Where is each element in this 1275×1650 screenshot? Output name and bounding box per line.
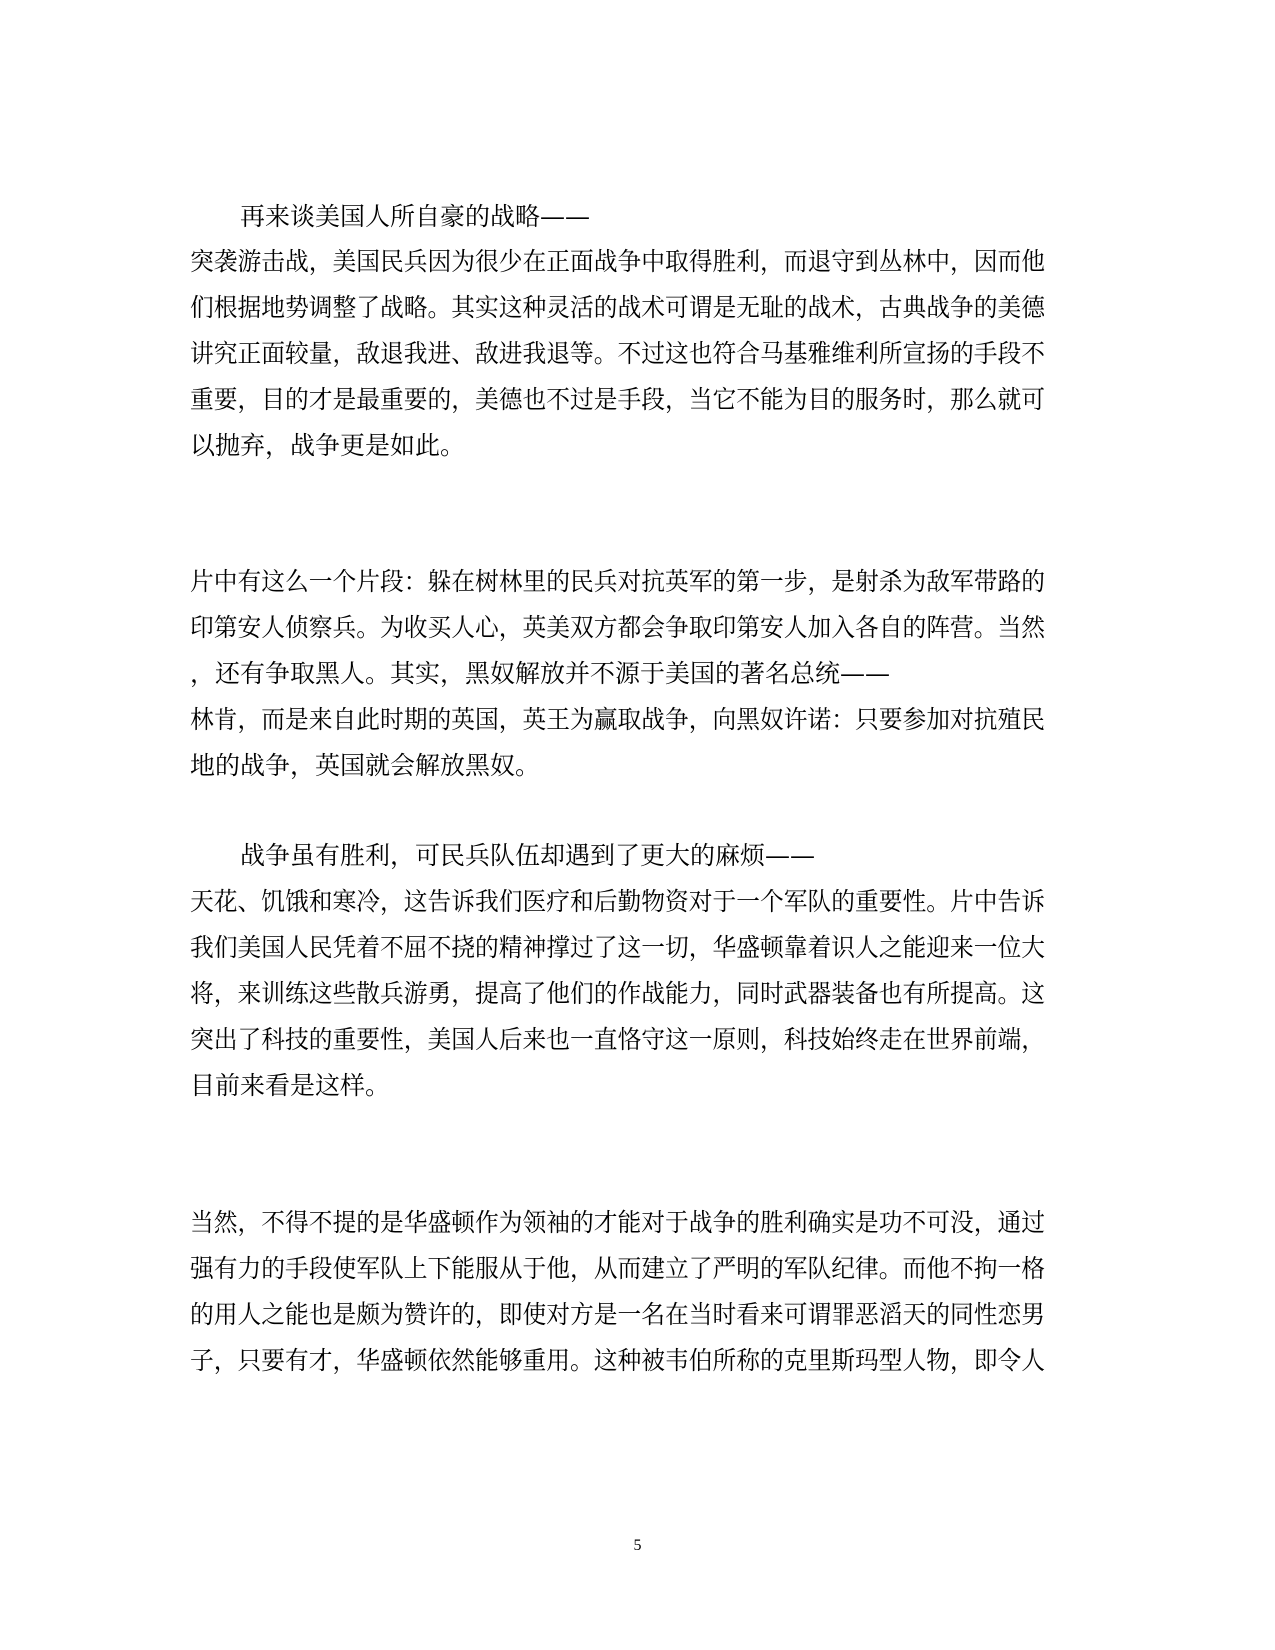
paragraph-1-line-2: 突袭游击战，美国民兵因为很少在正面战争中取得胜利，而退守到丛林中，因而他 <box>190 247 1046 276</box>
paragraph-2-line-4: 林肯，而是来自此时期的英国，英王为赢取战争，向黑奴许诺：只要参加对抗殖民 <box>190 705 1046 734</box>
paragraph-4-line-1: 当然，不得不提的是华盛顿作为领袖的才能对于战争的胜利确实是功不可没，通过 <box>190 1208 1046 1237</box>
paragraph-1-line-1: 再来谈美国人所自豪的战略—— <box>240 202 591 231</box>
paragraph-4-line-3: 的用人之能也是颇为赞许的，即使对方是一名在当时看来可谓罪恶滔天的同性恋男 <box>190 1300 1046 1329</box>
paragraph-3-line-2: 天花、饥饿和寒冷，这告诉我们医疗和后勤物资对于一个军队的重要性。片中告诉 <box>190 887 1046 916</box>
paragraph-3-line-1: 战争虽有胜利，可民兵队伍却遇到了更大的麻烦—— <box>240 841 816 870</box>
paragraph-2-line-1: 片中有这么一个片段：躲在树林里的民兵对抗英军的第一步，是射杀为敌军带路的 <box>190 567 1046 596</box>
paragraph-1-line-4: 讲究正面较量，敌退我进、敌进我退等。不过这也符合马基雅维利所宣扬的手段不 <box>190 339 1046 368</box>
paragraph-2-line-3: ，还有争取黑人。其实，黑奴解放并不源于美国的著名总统—— <box>190 659 891 688</box>
paragraph-3-line-4: 将，来训练这些散兵游勇，提高了他们的作战能力，同时武器装备也有所提高。这 <box>190 979 1046 1008</box>
page-number: 5 <box>633 1537 642 1554</box>
paragraph-3-line-6: 目前来看是这样。 <box>190 1071 391 1100</box>
paragraph-1-line-3: 们根据地势调整了战略。其实这种灵活的战术可谓是无耻的战术，古典战争的美德 <box>190 293 1046 322</box>
paragraph-1-line-6: 以抛弃，战争更是如此。 <box>190 431 466 460</box>
paragraph-1-line-5: 重要，目的才是最重要的，美德也不过是手段，当它不能为目的服务时，那么就可 <box>190 385 1046 414</box>
paragraph-3-line-3: 我们美国人民凭着不屈不挠的精神撑过了这一切，华盛顿靠着识人之能迎来一位大 <box>190 933 1046 962</box>
paragraph-2-line-5: 地的战争，英国就会解放黑奴。 <box>190 751 541 780</box>
paragraph-4-line-2: 强有力的手段使军队上下能服从于他，从而建立了严明的军队纪律。而他不拘一格 <box>190 1254 1046 1283</box>
paragraph-3-line-5: 突出了科技的重要性，美国人后来也一直恪守这一原则，科技始终走在世界前端， <box>190 1025 1046 1054</box>
paragraph-4-line-4: 子，只要有才，华盛顿依然能够重用。这种被韦伯所称的克里斯玛型人物，即令人 <box>190 1346 1046 1375</box>
paragraph-2-line-2: 印第安人侦察兵。为收买人心，英美双方都会争取印第安人加入各自的阵营。当然 <box>190 613 1046 642</box>
